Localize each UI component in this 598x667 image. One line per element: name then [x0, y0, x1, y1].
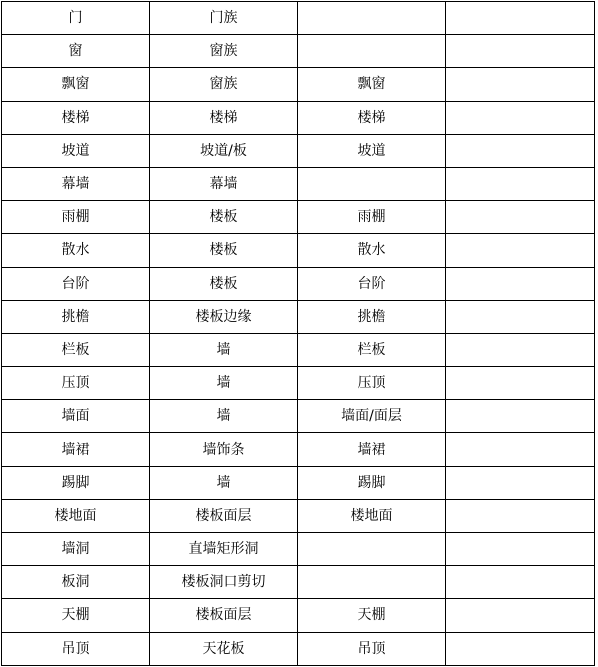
table-cell-col-3: 台阶 — [298, 267, 446, 300]
table-row — [2, 433, 595, 466]
table-row — [2, 333, 595, 366]
table-cell-col-1: 板洞 — [2, 566, 150, 599]
table-cell-col-3 — [298, 566, 446, 599]
table-cell-col-1: 墙裙 — [2, 433, 150, 466]
table-cell-col-4 — [446, 466, 595, 499]
table-cell-col-4 — [446, 234, 595, 267]
table-cell-col-2: 楼梯 — [150, 101, 298, 134]
table-cell-col-3: 天棚 — [298, 599, 446, 632]
table-cell-col-2: 墙 — [150, 367, 298, 400]
table-cell-col-3: 踢脚 — [298, 466, 446, 499]
table-cell-col-4 — [446, 68, 595, 101]
table-row — [2, 167, 595, 200]
table-cell-col-2: 楼板面层 — [150, 499, 298, 532]
table-cell-col-3 — [298, 167, 446, 200]
table-cell-col-2: 墙 — [150, 466, 298, 499]
table-row — [2, 566, 595, 599]
table-cell-col-3: 坡道 — [298, 134, 446, 167]
table-cell-col-2: 幕墙 — [150, 167, 298, 200]
table-row — [2, 68, 595, 101]
table-cell-col-1: 飘窗 — [2, 68, 150, 101]
table-cell-col-2: 坡道/板 — [150, 134, 298, 167]
table-cell-col-2: 楼板 — [150, 201, 298, 234]
table-cell-col-4 — [446, 367, 595, 400]
table-row — [2, 2, 595, 35]
table-cell-col-3: 压顶 — [298, 367, 446, 400]
table-cell-col-4 — [446, 2, 595, 35]
table-cell-col-4 — [446, 201, 595, 234]
table-cell-col-2: 天花板 — [150, 632, 298, 665]
table-row — [2, 400, 595, 433]
table-row — [2, 300, 595, 333]
table-cell-col-1: 吊顶 — [2, 632, 150, 665]
table-cell-col-3: 墙裙 — [298, 433, 446, 466]
table-cell-col-4 — [446, 134, 595, 167]
table-cell-col-2: 楼板 — [150, 267, 298, 300]
table-cell-col-4 — [446, 267, 595, 300]
table-row — [2, 101, 595, 134]
table-row — [2, 533, 595, 566]
table-cell-col-4 — [446, 499, 595, 532]
table-cell-col-4 — [446, 599, 595, 632]
table-row — [2, 466, 595, 499]
table-row — [2, 367, 595, 400]
component-mapping-table — [1, 1, 595, 666]
table-cell-col-4 — [446, 167, 595, 200]
table-cell-col-2: 窗族 — [150, 35, 298, 68]
table-row — [2, 134, 595, 167]
table-cell-col-3 — [298, 35, 446, 68]
table-row — [2, 201, 595, 234]
table-cell-col-3: 栏板 — [298, 333, 446, 366]
table-cell-col-4 — [446, 333, 595, 366]
table-cell-col-1: 散水 — [2, 234, 150, 267]
table-cell-col-2: 窗族 — [150, 68, 298, 101]
table-cell-col-1: 幕墙 — [2, 167, 150, 200]
table-cell-col-3 — [298, 2, 446, 35]
table-cell-col-1: 门 — [2, 2, 150, 35]
table-cell-col-4 — [446, 433, 595, 466]
table-cell-col-1: 台阶 — [2, 267, 150, 300]
table-cell-col-3 — [298, 533, 446, 566]
table-cell-col-2: 墙 — [150, 333, 298, 366]
table-cell-col-3: 墙面/面层 — [298, 400, 446, 433]
table-row — [2, 267, 595, 300]
table-cell-col-2: 门族 — [150, 2, 298, 35]
table-cell-col-2: 楼板边缘 — [150, 300, 298, 333]
table-row — [2, 35, 595, 68]
table-cell-col-2: 楼板 — [150, 234, 298, 267]
table-cell-col-4 — [446, 566, 595, 599]
table-cell-col-1: 楼梯 — [2, 101, 150, 134]
table-cell-col-1: 挑檐 — [2, 300, 150, 333]
table-cell-col-1: 压顶 — [2, 367, 150, 400]
table-cell-col-4 — [446, 35, 595, 68]
table-cell-col-1: 坡道 — [2, 134, 150, 167]
table-row — [2, 234, 595, 267]
table-cell-col-3: 飘窗 — [298, 68, 446, 101]
table-cell-col-4 — [446, 533, 595, 566]
table-cell-col-1: 墙洞 — [2, 533, 150, 566]
table-cell-col-1: 天棚 — [2, 599, 150, 632]
table-cell-col-3: 楼地面 — [298, 499, 446, 532]
table-cell-col-1: 窗 — [2, 35, 150, 68]
table-cell-col-1: 楼地面 — [2, 499, 150, 532]
table-cell-col-3: 散水 — [298, 234, 446, 267]
table-body — [2, 2, 595, 666]
table-cell-col-4 — [446, 101, 595, 134]
table-cell-col-2: 墙 — [150, 400, 298, 433]
table-cell-col-2: 楼板洞口剪切 — [150, 566, 298, 599]
table-cell-col-1: 墙面 — [2, 400, 150, 433]
table-cell-col-2: 楼板面层 — [150, 599, 298, 632]
table-cell-col-3: 楼梯 — [298, 101, 446, 134]
table-row — [2, 632, 595, 665]
table-cell-col-3: 挑檐 — [298, 300, 446, 333]
table-cell-col-2: 墙饰条 — [150, 433, 298, 466]
table-cell-col-3: 雨棚 — [298, 201, 446, 234]
table-row — [2, 599, 595, 632]
table-cell-col-1: 踢脚 — [2, 466, 150, 499]
table-row — [2, 499, 595, 532]
table-cell-col-4 — [446, 632, 595, 665]
table-cell-col-1: 雨棚 — [2, 201, 150, 234]
table-cell-col-3: 吊顶 — [298, 632, 446, 665]
table-cell-col-4 — [446, 300, 595, 333]
table-cell-col-2: 直墙矩形洞 — [150, 533, 298, 566]
table-cell-col-4 — [446, 400, 595, 433]
table-cell-col-1: 栏板 — [2, 333, 150, 366]
